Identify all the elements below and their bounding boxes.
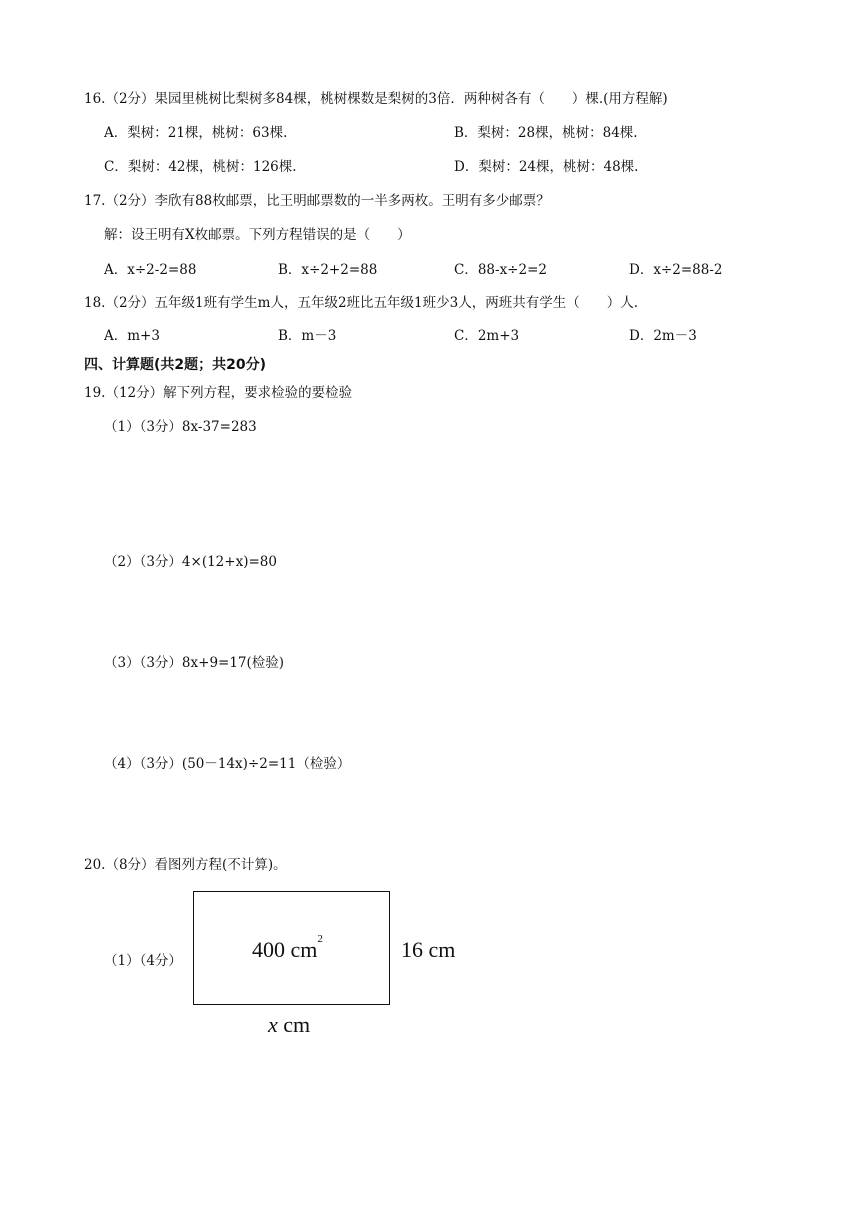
bottom-variable: x <box>268 1012 278 1037</box>
area-exponent: 2 <box>317 933 323 945</box>
bottom-unit: cm <box>277 1012 311 1037</box>
q16-option-d: D．梨树：24棵，桃树：48棵. <box>454 159 639 175</box>
bottom-length-label <box>268 1012 310 1038</box>
q16-stem: 16.（2分）果园里桃树比梨树多84棵，桃树棵数是梨树的3倍．两种树各有（ ）棵.(用方程解) <box>84 91 668 107</box>
q19-part-2: （2）（3分）4×(12+x)=80 <box>104 554 277 570</box>
area-value: 400 cm <box>252 937 318 962</box>
q19-part-3: （3）（3分）8x+9=17(检验) <box>104 655 285 671</box>
q18-option-a: A．m+3 <box>104 328 160 344</box>
side-length-label: 16 cm <box>401 937 456 962</box>
q16-option-a: A．梨树：21棵，桃树：63棵. <box>104 125 288 141</box>
q20-part-1: （1）（4分） <box>104 953 182 969</box>
q16-option-b: B．梨树：28棵，桃树：84棵. <box>454 125 638 141</box>
q17-option-b: B．x÷2+2=88 <box>278 262 378 278</box>
q18-stem: 18.（2分）五年级1班有学生m人，五年级2班比五年级1班少3人，两班共有学生（ ）人. <box>84 295 639 311</box>
q19-part-1: （1）（3分）8x-37=283 <box>104 419 257 435</box>
q19-part-4: （4）（3分）(50－14x)÷2=11（检验） <box>104 756 351 772</box>
q19-stem: 19.（12分）解下列方程，要求检验的要检验 <box>84 385 353 401</box>
q17-stem: 17.（2分）李欣有88枚邮票，比王明邮票数的一半多两枚。王明有多少邮票？ <box>84 193 550 209</box>
q17-sub: 解：设王明有X枚邮票。下列方程错误的是（ ） <box>104 227 411 243</box>
q17-option-c: C．88-x÷2=2 <box>454 262 547 278</box>
q18-option-d: D．2m－3 <box>629 328 697 344</box>
q18-option-c: C．2m+3 <box>454 328 520 344</box>
section-heading: 四、计算题(共2题；共20分) <box>84 357 267 373</box>
q18-option-b: B．m－3 <box>278 328 337 344</box>
q20-stem: 20.（8分）看图列方程(不计算)。 <box>84 857 287 873</box>
q17-option-a: A．x÷2-2=88 <box>104 262 197 278</box>
q17-option-d: D．x÷2=88-2 <box>629 262 723 278</box>
area-label <box>252 933 323 963</box>
q16-option-c: C．梨树：42棵，桃树：126棵. <box>104 159 297 175</box>
